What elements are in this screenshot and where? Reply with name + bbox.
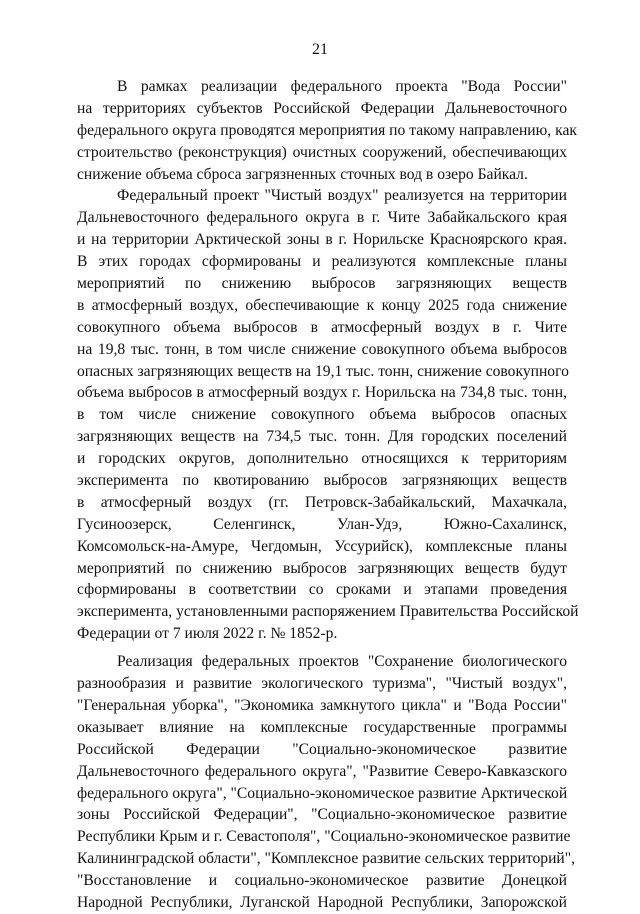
text-line: В рамках реализации федерального проекта "Вода России" <box>117 78 567 95</box>
text-line: на 19,8 тыс. тонн, в том числе снижение совокупного объема выбросов <box>77 340 567 358</box>
text-line: в том числе снижение совокупного объема выбросов опасных <box>77 406 567 424</box>
text-line: Федерации от 7 июля 2022 г. № 1852-р. <box>77 625 338 643</box>
text-line: В этих городах сформированы и реализуются комплексные планы <box>77 253 567 271</box>
text-line: федерального округа проводятся мероприятия по такому направлению, как <box>77 121 577 139</box>
text-line: строительство (реконструкция) очистных сооружений, обеспечивающих <box>77 143 567 161</box>
text-line: объема выбросов в атмосферный воздух г. Норильска на 734,8 тыс. тонн, <box>77 384 567 402</box>
text-line: Калининградской области", "Комплексное развитие сельских территорий", <box>77 850 576 868</box>
text-line: и на территории Арктической зоны в г. Норильске Красноярского края. <box>77 231 567 249</box>
text-line: Народной Республики, Луганской Народной Республики, Запорожской <box>77 893 567 911</box>
text-line: "Генеральная уборка", "Экономика замкнутого цикла" и "Вода России" <box>77 696 567 714</box>
text-line: загрязняющих веществ на 734,5 тыс. тонн. Для городских поселений <box>77 428 567 446</box>
text-line: Дальневосточного федерального округа в г. Чите Забайкальского края <box>77 209 567 227</box>
text-line: совокупного объема выбросов в атмосферный воздух в г. Чите <box>77 318 567 336</box>
text-line: Гусиноозерск, Селенгинск, Улан-Удэ, Южно-Сахалинск, <box>77 515 567 533</box>
text-line: "Восстановление и социально-экономическое развитие Донецкой <box>77 872 567 890</box>
text-line: разнообразия и развитие экологического туризма", "Чистый воздух", <box>77 675 567 693</box>
text-line: эксперимента по квотированию выбросов загрязняющих веществ <box>77 472 567 490</box>
text-line: опасных загрязняющих веществ на 19,1 тыс. тонн, снижение совокупного <box>77 362 569 380</box>
text-line: Российской Федерации "Социально-экономическое развитие <box>77 740 567 758</box>
text-line: в атмосферный воздух, обеспечивающие к концу 2025 года снижение <box>77 296 567 314</box>
text-line: зоны Российской Федерации", "Социально-экономическое развитие <box>77 806 567 824</box>
text-line: Федеральный проект "Чистый воздух" реализуется на территории <box>117 187 567 205</box>
text-line: федерального округа", "Социально-экономическое развитие Арктической <box>77 784 568 802</box>
text-line: снижение объема сброса загрязненных сточных вод в озеро Байкал. <box>77 165 528 183</box>
text-line: оказывает влияние на комплексные государственные программы <box>77 718 567 736</box>
text-line: на территориях субъектов Российской Федерации Дальневосточного <box>77 99 567 117</box>
text-line: и городских округов, дополнительно относящихся к территориям <box>77 450 567 468</box>
paragraph-realizatsiya-proektov <box>77 651 576 914</box>
text-line: Реализация федеральных проектов "Сохранение биологического <box>117 653 567 671</box>
document-body <box>77 76 579 914</box>
paragraph-chisty-vozdukh <box>77 185 579 645</box>
text-line: Дальневосточного федерального округа", "Развитие Северо-Кавказского <box>77 762 567 780</box>
text-line: Республики Крым и г. Севастополя", "Социально-экономическое развитие <box>77 828 571 846</box>
text-line: Комсомольск-на-Амуре, Чегдомын, Уссурийск), комплексные планы <box>77 537 567 555</box>
paragraph-voda-rossii <box>77 76 577 185</box>
text-line: сформированы в соответствии со сроками и этапами проведения <box>77 581 567 599</box>
text-line: эксперимента, установленными распоряжением Правительства Российской <box>77 603 579 621</box>
text-line: мероприятий по снижению выбросов загрязняющих веществ <box>77 275 567 293</box>
page-number: 21 <box>312 41 328 58</box>
text-line: мероприятий по снижению выбросов загрязняющих веществ будут <box>77 559 567 577</box>
text-line: в атмосферный воздух (гг. Петровск-Забайкальский, Махачкала, <box>77 493 567 511</box>
